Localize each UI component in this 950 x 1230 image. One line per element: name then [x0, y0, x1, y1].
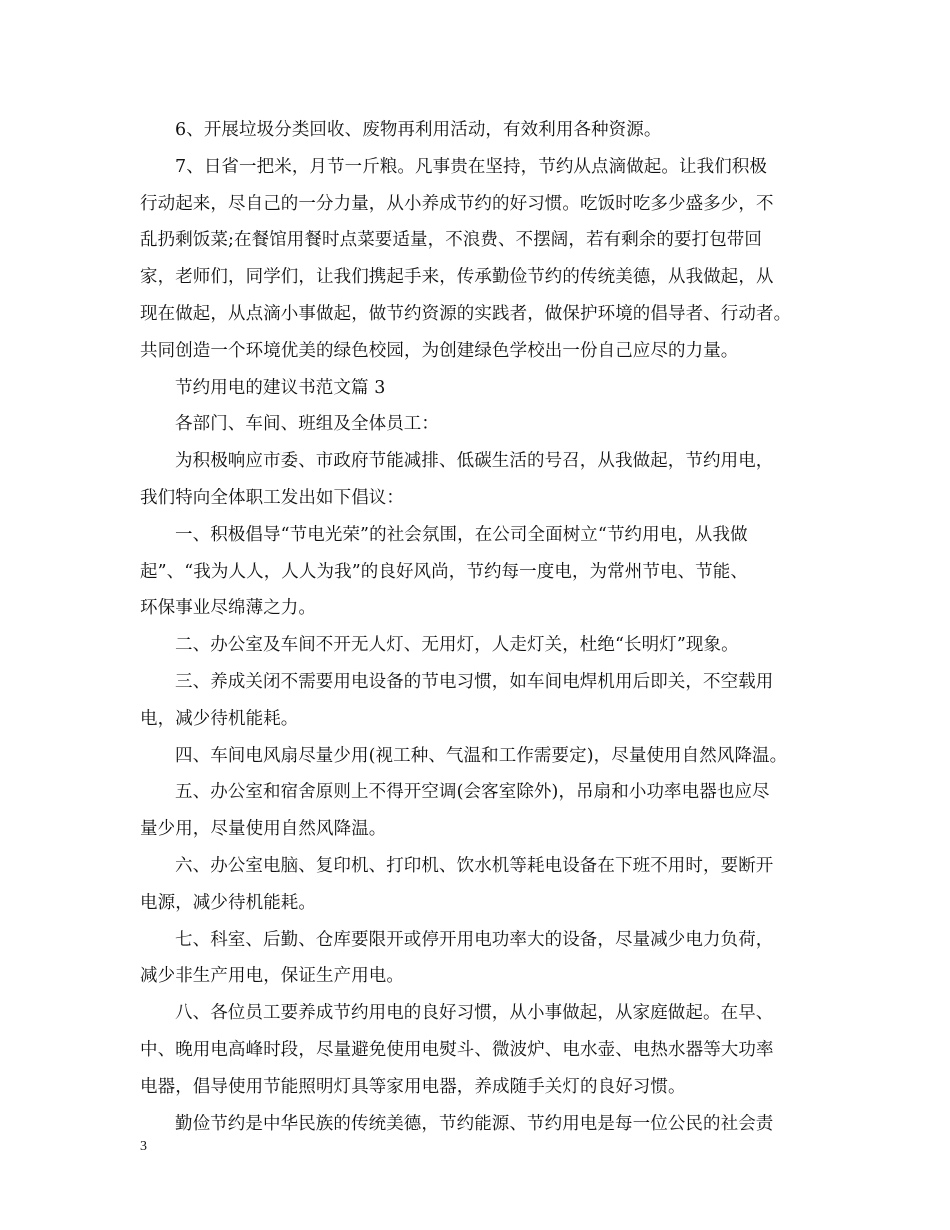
text-line: 电源，减少待机能耗。: [140, 892, 316, 913]
text-line: 中、晚用电高峰时段，尽量避免使用电熨斗、微波炉、电水壶、电热水器等大功率: [140, 1039, 774, 1060]
text-line: 行动起来，尽自己的一分力量，从小养成节约的好习惯。吃饭时吃多少盛多少，不: [140, 193, 774, 214]
text-line: 电器，倡导使用节能照明灯具等家用电器，养成随手关灯的良好习惯。: [140, 1076, 686, 1097]
text-line: 五、办公室和宿舍原则上不得开空调(会客室除外)，吊扇和小功率电器也应尽: [175, 782, 770, 803]
text-line: 量少用，尽量使用自然风降温。: [140, 819, 387, 840]
text-line: 我们特向全体职工发出如下倡议：: [140, 487, 404, 508]
text-line: 7、日省一把米，月节一斤粮。凡事贵在坚持，节约从点滴做起。让我们积极: [175, 156, 768, 177]
text-line: 六、办公室电脑、复印机、打印机、饮水机等耗电设备在下班不用时，要断开: [175, 855, 774, 876]
text-line: 二、办公室及车间不开无人灯、无用灯，人走灯关，杜绝“长明灯”现象。: [175, 635, 739, 656]
page-number: 3: [140, 1139, 147, 1154]
text-line: 七、科室、后勤、仓库要限开或停开用电功率大的设备，尽量减少电力负荷，: [175, 929, 774, 950]
text-line: 三、养成关闭不需要用电设备的节电习惯，如车间电焊机用后即关，不空载用: [175, 671, 774, 692]
text-line: 为积极响应市委、市政府节能减排、低碳生活的号召，从我做起，节约用电，: [175, 451, 774, 472]
text-line: 勤俭节约是中华民族的传统美德，节约能源、节约用电是每一位公民的社会责: [175, 1113, 774, 1134]
text-line: 四、车间电风扇尽量少用(视工种、气温和工作需要定)，尽量使用自然风降温。: [175, 745, 788, 766]
text-line: 现在做起，从点滴小事做起，做节约资源的实践者，做保护环境的倡导者、行动者。: [140, 303, 792, 324]
text-line: 八、各位员工要养成节约用电的良好习惯，从小事做起，从家庭做起。在早、: [175, 1003, 774, 1024]
text-line: 家，老师们，同学们，让我们携起手来，传承勤俭节约的传统美德，从我做起，从: [140, 267, 774, 288]
text-line: 乱扔剩饭菜;在餐馆用餐时点菜要适量，不浪费、不摆阔，若有剩余的要打包带回: [140, 230, 762, 251]
text-line: 共同创造一个环境优美的绿色校园，为创建绿色学校出一份自己应尽的力量。: [140, 340, 739, 361]
document-body: [140, 112, 820, 1142]
text-line: 减少非生产用电，保证生产用电。: [140, 966, 404, 987]
text-line: 电，减少待机能耗。: [140, 708, 299, 729]
text-line: 6、开展垃圾分类回收、废物再利用活动，有效利用各种资源。: [175, 120, 662, 140]
text-line: 一、积极倡导“节电光荣”的社会氛围，在公司全面树立“节约用电，从我做: [175, 524, 748, 545]
text-line: 节约用电的建议书范文篇 3: [175, 377, 386, 398]
text-line: 各部门、车间、班组及全体员工：: [175, 414, 439, 435]
text-line: 起”、“我为人人，人人为我”的良好风尚，节约每一度电，为常州节电、节能、: [140, 561, 748, 582]
text-line: 环保事业尽绵薄之力。: [140, 598, 316, 619]
